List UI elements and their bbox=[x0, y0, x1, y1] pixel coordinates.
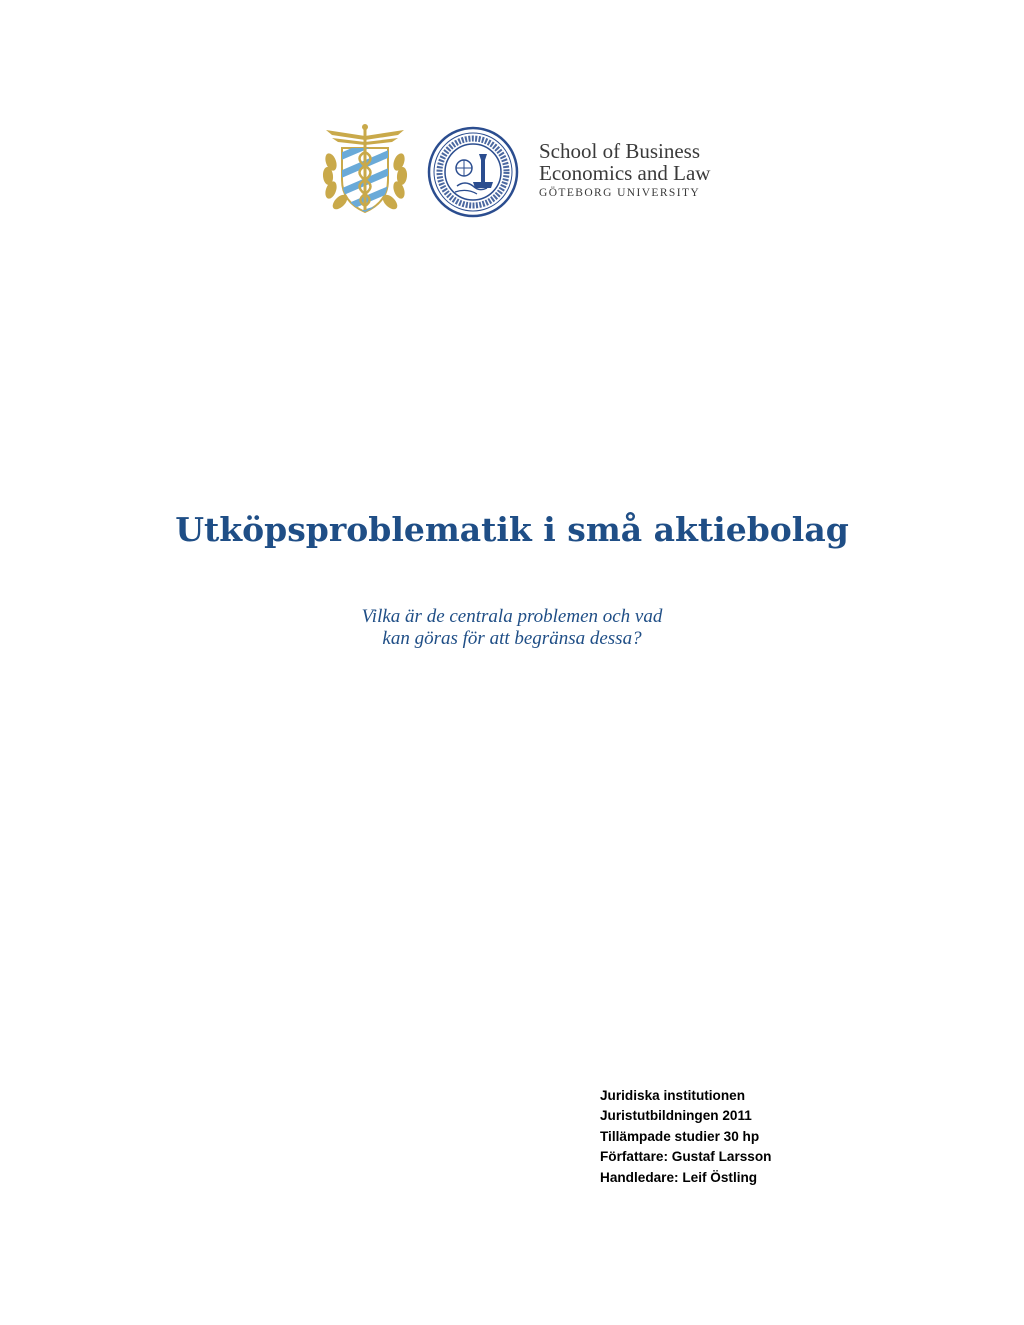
university-name: GÖTEBORG UNIVERSITY bbox=[539, 187, 701, 199]
header-logos bbox=[318, 122, 738, 218]
document-title: Utköpsproblematik i små aktiebolag bbox=[175, 510, 849, 549]
university-seal-icon bbox=[427, 126, 519, 218]
document-subtitle bbox=[0, 606, 1024, 650]
subtitle-line1: Vilka är de centrala problemen och vad bbox=[361, 606, 663, 627]
info-supervisor: Handledare: Leif Östling bbox=[600, 1169, 758, 1185]
info-course: Tillämpade studier 30 hp bbox=[600, 1128, 760, 1144]
school-name bbox=[539, 140, 739, 201]
crest-logo-icon bbox=[318, 122, 412, 216]
school-name-line2: Economics and Law bbox=[539, 161, 711, 185]
info-author: Författare: Gustaf Larsson bbox=[600, 1149, 772, 1165]
info-department: Juridiska institutionen bbox=[600, 1088, 746, 1103]
school-name-line1: School of Business bbox=[539, 139, 701, 163]
subtitle-line2: kan göras för att begränsa dessa? bbox=[382, 628, 642, 649]
thesis-info bbox=[600, 1086, 900, 1188]
info-program: Juristutbildningen 2011 bbox=[600, 1108, 752, 1124]
